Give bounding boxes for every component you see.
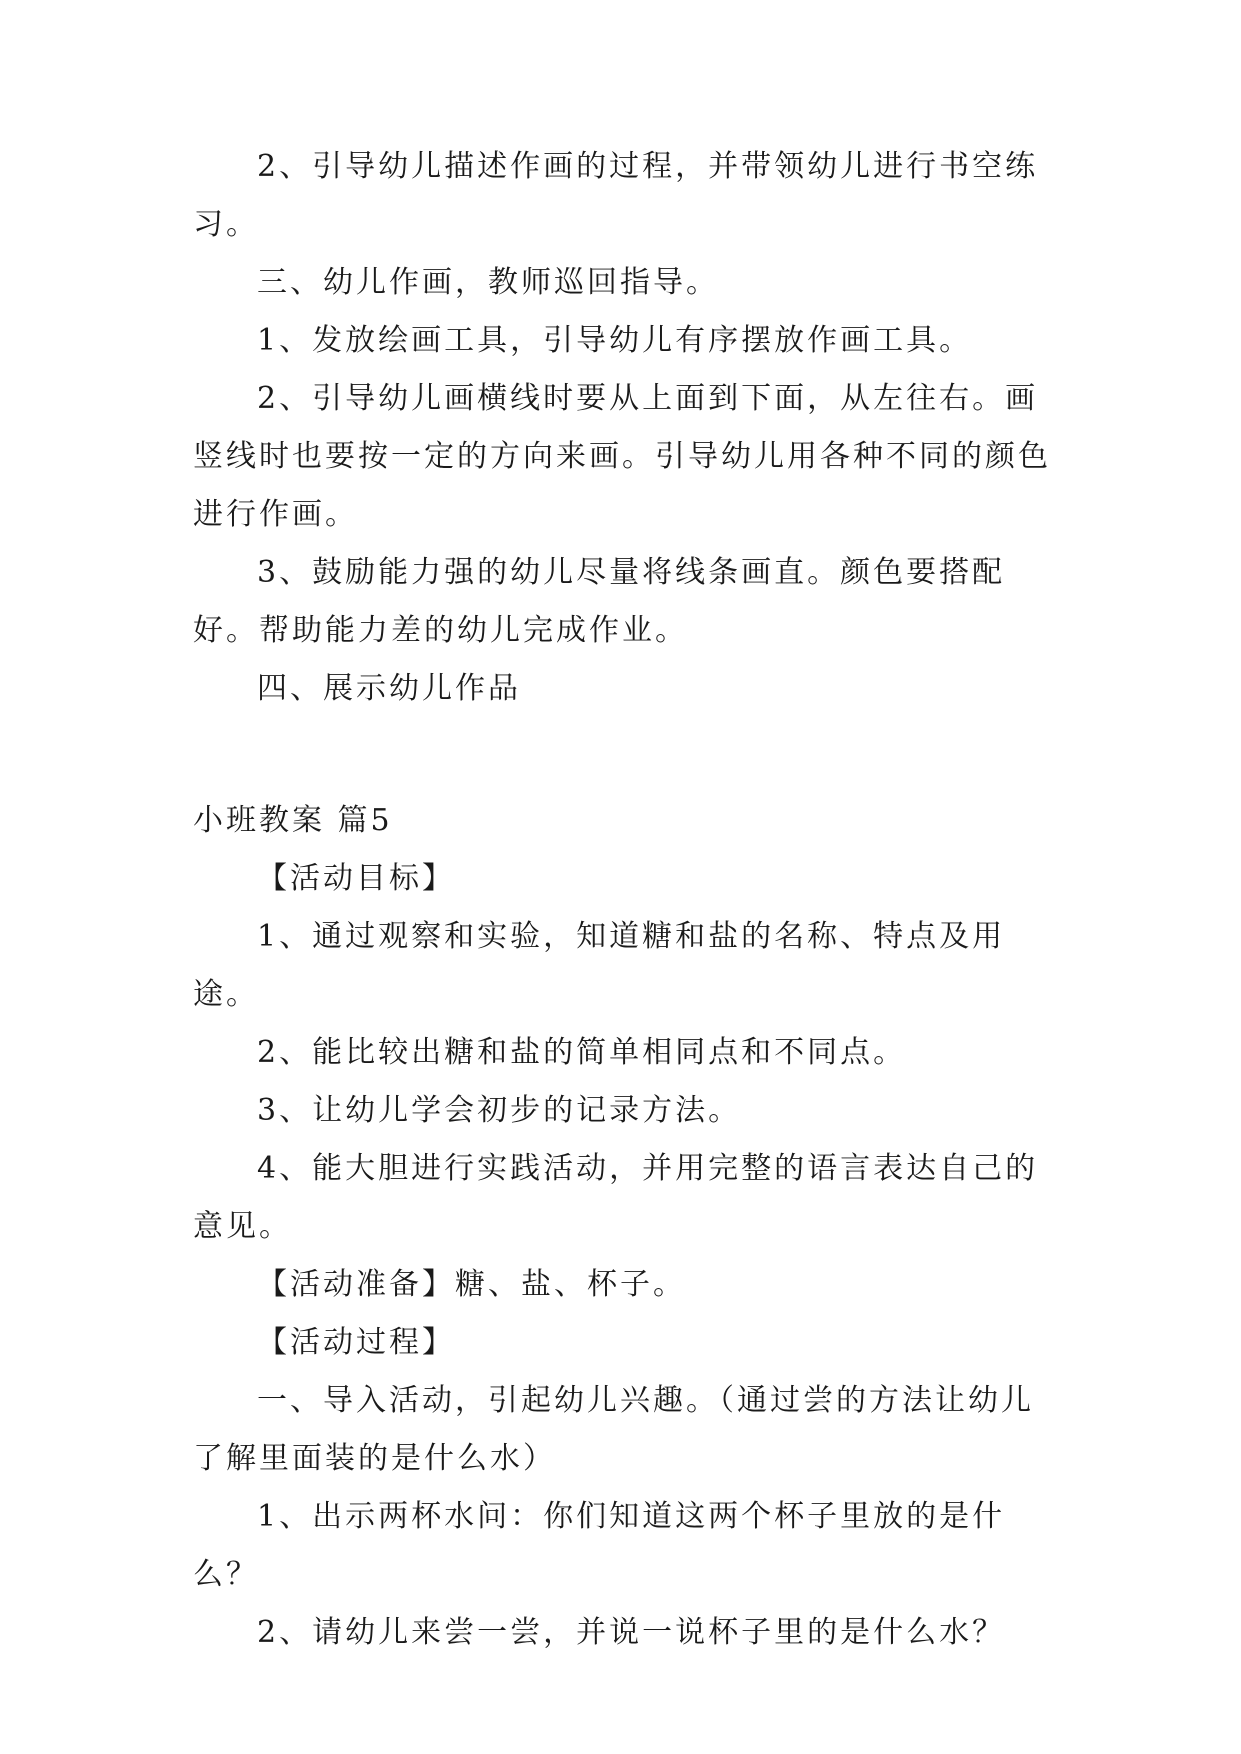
paragraph: 4、能大胆进行实践活动，并用完整的语言表达自己的意见。 bbox=[193, 1151, 1039, 1244]
section-title: 小班教案 篇5 bbox=[193, 803, 393, 838]
section-1 bbox=[193, 138, 1063, 718]
paragraph: 【活动目标】 bbox=[257, 861, 455, 896]
paragraph: 三、幼儿作画，教师巡回指导。 bbox=[257, 265, 719, 300]
paragraph: 【活动过程】 bbox=[257, 1325, 455, 1360]
paragraph: 一、导入活动，引起幼儿兴趣。（通过尝的方法让幼儿了解里面装的是什么水） bbox=[193, 1383, 1034, 1476]
paragraph: 2、引导幼儿画横线时要从上面到下面，从左往右。画竖线时也要按一定的方向来画。引导幼儿用各种不同的颜色进行作画。 bbox=[193, 381, 1051, 532]
paragraph: 2、引导幼儿描述作画的过程，并带领幼儿进行书空练习。 bbox=[193, 149, 1039, 242]
paragraph: 1、发放绘画工具，引导幼儿有序摆放作画工具。 bbox=[257, 323, 973, 358]
paragraph: 2、能比较出糖和盐的简单相同点和不同点。 bbox=[257, 1035, 907, 1070]
paragraph: 3、鼓励能力强的幼儿尽量将线条画直。颜色要搭配好。帮助能力差的幼儿完成作业。 bbox=[193, 555, 1006, 648]
section-2 bbox=[193, 792, 1063, 1662]
paragraph: 3、让幼儿学会初步的记录方法。 bbox=[257, 1093, 742, 1128]
paragraph: 四、展示幼儿作品 bbox=[257, 671, 521, 706]
paragraph: 2、请幼儿来尝一尝，并说一说杯子里的是什么水？ bbox=[257, 1615, 1006, 1650]
paragraph: 【活动准备】糖、盐、杯子。 bbox=[257, 1267, 686, 1302]
paragraph: 1、出示两杯水问：你们知道这两个杯子里放的是什么？ bbox=[193, 1499, 1006, 1592]
paragraph: 1、通过观察和实验，知道糖和盐的名称、特点及用途。 bbox=[193, 919, 1006, 1012]
